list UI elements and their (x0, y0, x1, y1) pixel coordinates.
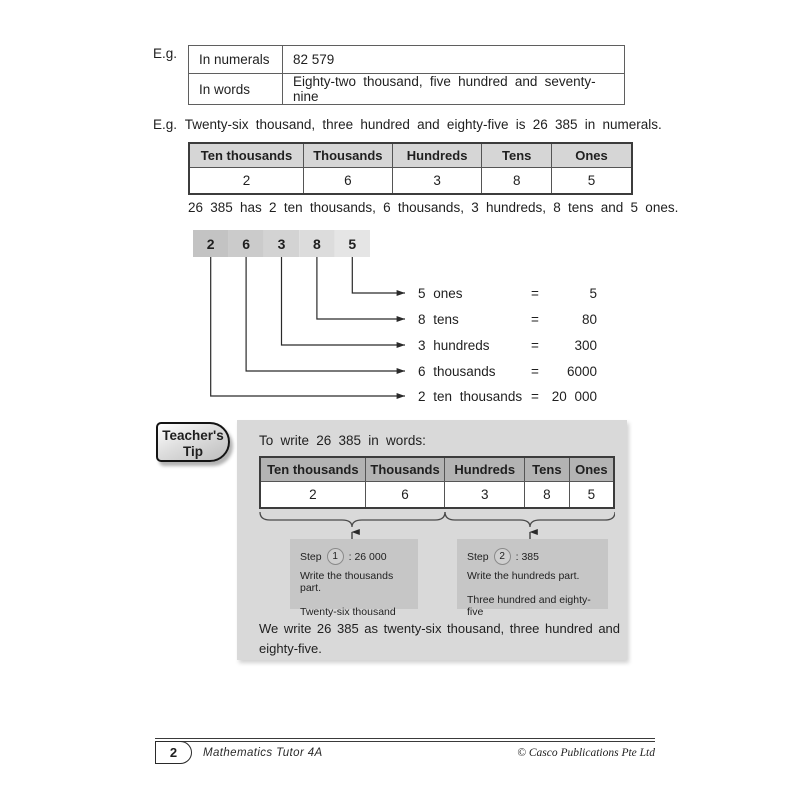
step2-result: Three hundred and eighty-five (467, 594, 591, 618)
row-key: In words (189, 74, 283, 105)
decomp-value: 80 (581, 312, 597, 327)
step-number-badge: 1 (327, 548, 344, 565)
page-number-tab: 2 (155, 741, 192, 764)
col-header: Thousands (303, 143, 392, 167)
connector-arrow (352, 257, 405, 293)
decomp-label: 8 tens (418, 312, 459, 327)
step-value: : 26 000 (348, 550, 387, 563)
digit-row (189, 167, 632, 194)
col-header: Hundreds (392, 143, 482, 167)
strip-digit: 6 (242, 236, 250, 252)
tip-intro: To write 26 385 in words: (259, 433, 426, 448)
badge-text-line1: Teacher's (162, 428, 224, 443)
digit-row (260, 481, 614, 508)
underbrace-left (260, 512, 445, 527)
step-number-badge: 2 (494, 548, 511, 565)
example2-sentence (153, 117, 663, 132)
digit-cell: 2 (260, 481, 365, 508)
decomp-value: 20 000 (551, 389, 597, 404)
decomposition-diagram (185, 226, 610, 416)
step2-box (457, 539, 608, 618)
decomp-value: 6000 (566, 364, 597, 379)
digit-cell: 2 (189, 167, 303, 194)
tip-conclusion: We write 26 385 as twenty-six thousand, three hundred and eighty-five. (259, 621, 621, 657)
step1-title (300, 548, 410, 565)
decomp-label: 2 ten thousands (418, 389, 523, 404)
digit-cell: 3 (445, 481, 525, 508)
step2-instruction: Write the hundreds part. (467, 570, 580, 582)
equals-sign: = (531, 364, 539, 379)
connector-arrow (282, 257, 406, 345)
example2-text: Twenty-six thousand, three hundred and eighty-five is 26 385 in numerals. (184, 117, 662, 132)
col-header: Tens (482, 143, 552, 167)
digit-cell: 3 (392, 167, 482, 194)
col-header: Thousands (365, 457, 445, 481)
copyright-notice: © Casco Publications Pte Ltd (517, 747, 655, 759)
digit-cell: 6 (303, 167, 392, 194)
place-value-sentence: 26 385 has 2 ten thousands, 6 thousands, 3 hundreds, 8 tens and 5 ones. (188, 200, 679, 215)
teachers-tip-box (237, 420, 627, 660)
decomp-label: 3 hundreds (418, 338, 490, 353)
footer-rule (155, 738, 655, 742)
underbrace-right (445, 512, 615, 527)
connector-arrow (246, 257, 405, 371)
header-row (260, 457, 614, 481)
row-value: 82 579 (283, 46, 625, 74)
step-value: : 385 (515, 550, 539, 563)
place-value-table (188, 142, 633, 195)
step1-instruction: Write the thousands part. (300, 570, 394, 594)
equals-sign: = (531, 389, 539, 404)
equals-sign: = (531, 338, 539, 353)
col-header: Ones (552, 143, 633, 167)
decomp-value: 5 (589, 286, 597, 301)
decomp-label: 6 thousands (418, 364, 496, 379)
table-row (189, 74, 625, 105)
step1-box (290, 539, 418, 618)
connector-arrow (211, 257, 405, 396)
row-key: In numerals (189, 46, 283, 74)
col-header: Tens (525, 457, 570, 481)
strip-digit: 2 (206, 236, 215, 252)
strip-digit: 8 (313, 236, 321, 252)
digit-cell: 8 (482, 167, 552, 194)
book-title: Mathematics Tutor 4A (203, 747, 323, 759)
decomp-value: 300 (574, 338, 597, 353)
numerals-words-table (188, 45, 625, 105)
row-value: Eighty-two thousand, five hundred and seventy-nine (283, 74, 625, 105)
digit-cell: 5 (552, 167, 633, 194)
equals-sign: = (531, 286, 539, 301)
col-header: Ten thousands (189, 143, 303, 167)
example1-label: E.g. (153, 46, 178, 61)
step1-result: Twenty-six thousand (300, 606, 396, 618)
step-label: Step (467, 550, 489, 563)
col-header: Hundreds (445, 457, 525, 481)
teachers-tip-badge (156, 422, 230, 462)
step2-title (467, 548, 600, 565)
badge-text-line2: Tip (183, 444, 203, 460)
strip-digit: 5 (348, 236, 357, 252)
equals-sign: = (531, 312, 539, 327)
header-row (189, 143, 632, 167)
table-row (189, 46, 625, 74)
connector-arrow (317, 257, 405, 319)
col-header: Ones (569, 457, 614, 481)
example2-label: E.g. (153, 117, 178, 132)
digit-cell: 6 (365, 481, 445, 508)
strip-digit: 3 (277, 236, 286, 252)
digit-cell: 8 (525, 481, 570, 508)
col-header: Ten thousands (260, 457, 365, 481)
tip-place-value-table (259, 456, 615, 509)
decomp-label: 5 ones (418, 286, 463, 301)
digit-cell: 5 (569, 481, 614, 508)
step-label: Step (300, 550, 322, 563)
